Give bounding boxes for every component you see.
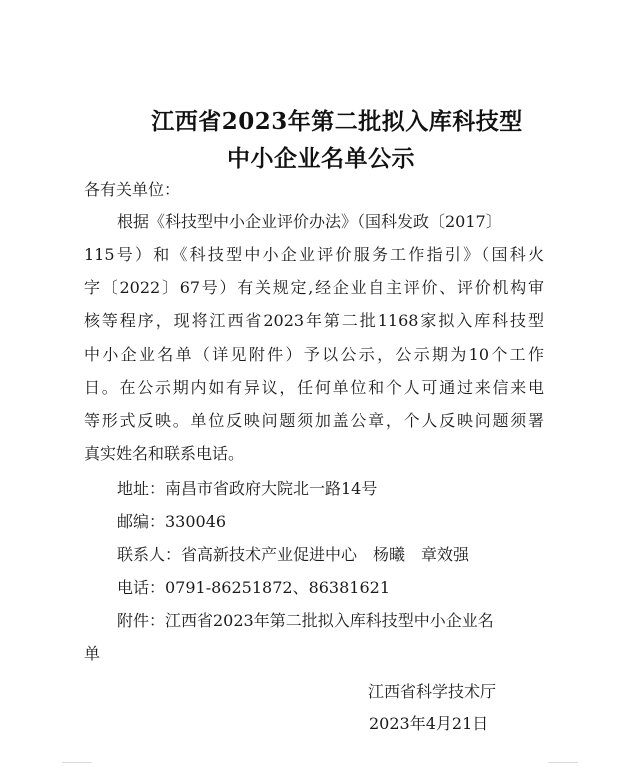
document-title-line-2: 中小企业名单公示 xyxy=(227,145,415,172)
paragraph-line-6: 日。在公示期内如有异议，任何单位和个人可通过来信来电 xyxy=(84,378,544,397)
paragraph-line-4: 核等程序，现将江西省2023年第二批1168家拟入库科技型 xyxy=(84,311,544,330)
paragraph-line-8: 真实姓名和联系电话。 xyxy=(84,444,245,463)
salutation: 各有关单位： xyxy=(84,180,181,199)
paragraph-line-1: 根据《科技型中小企业评价办法》（国科发政〔2017〕 xyxy=(117,212,502,231)
paragraph-line-3: 字〔2022〕67号）有关规定,经企业自主评价、评价机构审 xyxy=(84,278,544,297)
issuer-name: 江西省科学技术厅 xyxy=(368,682,497,701)
paragraph-line-5: 中小企业名单（详见附件）予以公示，公示期为10个工作 xyxy=(84,345,544,364)
postcode-line: 邮编：330046 xyxy=(117,512,227,531)
attachment-line-1: 附件：江西省2023年第二批拟入库科技型中小企业名 xyxy=(117,611,494,630)
contact-line: 联系人：省高新技术产业促进中心 杨曦 章效强 xyxy=(117,545,470,564)
page-edge-mark-right xyxy=(548,762,578,763)
paragraph-line-2: 115号）和《科技型中小企业评价服务工作指引》（国科火 xyxy=(84,245,544,264)
phone-line: 电话：0791-86251872、86381621 xyxy=(117,578,391,597)
issue-date: 2023年4月21日 xyxy=(369,714,489,733)
address-line: 地址：南昌市省政府大院北一路14号 xyxy=(117,479,378,498)
paragraph-line-7: 等形式反映。单位反映问题须加盖公章，个人反映问题须署 xyxy=(84,411,544,430)
page-edge-mark-left xyxy=(62,762,92,763)
attachment-line-2: 单 xyxy=(84,644,101,663)
document-title-line-1: 江西省2023年第二批拟入库科技型 xyxy=(151,108,523,135)
